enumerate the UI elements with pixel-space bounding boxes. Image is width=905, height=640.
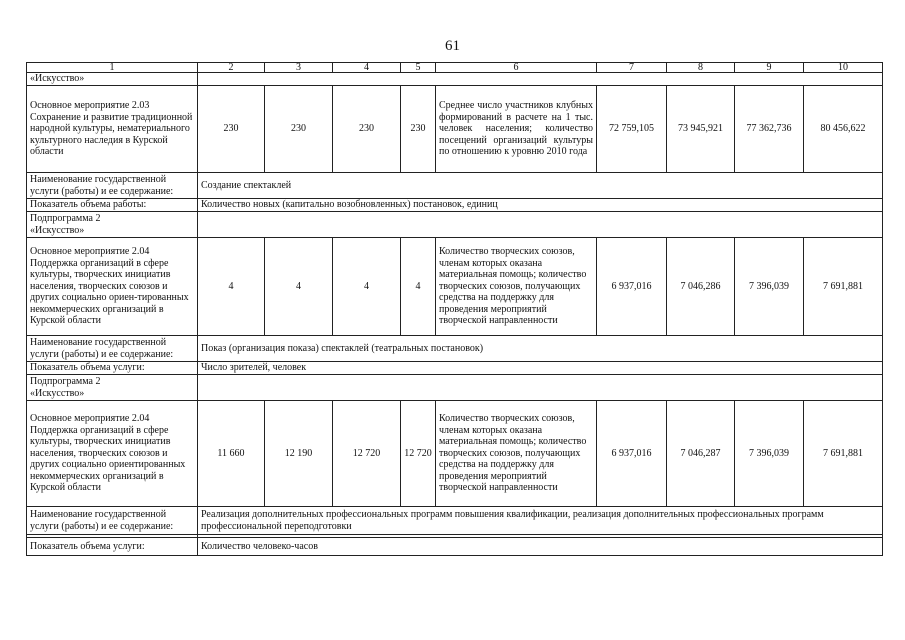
service-row: [27, 336, 883, 362]
service-row: [27, 173, 883, 199]
service-value: Создание спектаклей: [198, 173, 883, 199]
value-cell: 7 046,287: [667, 401, 735, 507]
column-number: 8: [667, 63, 735, 73]
subprogram-title: «Искусство»: [27, 73, 198, 86]
column-number: 3: [265, 63, 333, 73]
program-table: [26, 62, 883, 556]
subprogram-line: Подпрограмма 2: [30, 213, 101, 224]
volume-row: [27, 538, 883, 556]
subprogram-row: [27, 212, 883, 238]
indicator-text: Количество творческих союзов, членам которых оказана материальная помощь; количество творческих союзов, получающих средства на поддержку для проведения мероприятий творческой направленности: [436, 401, 597, 507]
service-row: [27, 507, 883, 535]
volume-label: Показатель объема работы:: [27, 199, 198, 212]
value-cell: 230: [401, 86, 436, 173]
page-number: 61: [445, 38, 460, 54]
value-cell: 4: [265, 238, 333, 336]
column-number: 2: [198, 63, 265, 73]
volume-value: Число зрителей, человек: [198, 362, 883, 375]
column-number: 10: [804, 63, 883, 73]
subprogram-line: «Искусство»: [30, 224, 85, 236]
value-cell: 12 720: [401, 401, 436, 507]
value-cell: 230: [198, 86, 265, 173]
value-cell: 7 396,039: [735, 238, 804, 336]
value-cell: 6 937,016: [597, 238, 667, 336]
volume-row: [27, 199, 883, 212]
subprogram-line: «Искусство»: [30, 387, 85, 399]
activity-name: Основное мероприятие 2.04 Поддержка организаций в сфере культуры, творческих инициатив населения, творческих союзов и других социально ориентированных некоммерческих организаций в Курской области: [27, 401, 198, 507]
value-cell: 4: [198, 238, 265, 336]
subprogram-row: [27, 73, 883, 86]
service-label: Наименование государственной услуги (работы) и ее содержание:: [27, 507, 198, 535]
activity-name: Основное мероприятие 2.03 Сохранение и развитие традиционной народной культуры, нематериального культурного наследия в Курской области: [27, 86, 198, 173]
column-number: 1: [27, 63, 198, 73]
indicator-text: Количество творческих союзов, членам которых оказана материальная помощь; количество творческих союзов, получающих средства на поддержку для проведения мероприятий творческой направленности: [436, 238, 597, 336]
volume-value: Количество новых (капитально возобновленных) постановок, единиц: [198, 199, 883, 212]
service-value: Реализация дополнительных профессиональных программ повышения квалификации, реализация дополнительных профессиональных программ профессиональной переподготовки: [198, 507, 883, 535]
column-number: 7: [597, 63, 667, 73]
activity-row: [27, 401, 883, 507]
volume-row: [27, 362, 883, 375]
column-number: 4: [333, 63, 401, 73]
indicator-text: Среднее число участников клубных формирований в расчете на 1 тыс. человек населения; количество посещений организаций культуры по отношению к уровню 2010 года: [436, 86, 597, 173]
value-cell: 230: [265, 86, 333, 173]
volume-label: Показатель объема услуги:: [27, 538, 198, 556]
value-cell: 80 456,622: [804, 86, 883, 173]
column-number: 5: [401, 63, 436, 73]
value-cell: 11 660: [198, 401, 265, 507]
service-value: Показ (организация показа) спектаклей (театральных постановок): [198, 336, 883, 362]
subprogram-title: [27, 375, 198, 401]
value-cell: 6 937,016: [597, 401, 667, 507]
value-cell: 77 362,736: [735, 86, 804, 173]
activity-row: [27, 238, 883, 336]
activity-name: Основное мероприятие 2.04 Поддержка организаций в сфере культуры, творческих инициатив населения, творческих союзов и других социально ориен-тированных некоммерческих организаций в Курской области: [27, 238, 198, 336]
column-number: 6: [436, 63, 597, 73]
activity-row: [27, 86, 883, 173]
value-cell: 4: [401, 238, 436, 336]
column-number-row: [27, 63, 883, 73]
service-label: Наименование государственной услуги (работы) и ее содержание:: [27, 173, 198, 199]
value-cell: 73 945,921: [667, 86, 735, 173]
subprogram-title: [27, 212, 198, 238]
value-cell: 7 691,881: [804, 401, 883, 507]
value-cell: 230: [333, 86, 401, 173]
value-cell: 7 691,881: [804, 238, 883, 336]
volume-value: Количество человеко-часов: [198, 538, 883, 556]
value-cell: 4: [333, 238, 401, 336]
volume-label: Показатель объема услуги:: [27, 362, 198, 375]
value-cell: 12 720: [333, 401, 401, 507]
column-number: 9: [735, 63, 804, 73]
value-cell: 7 396,039: [735, 401, 804, 507]
value-cell: 72 759,105: [597, 86, 667, 173]
subprogram-line: Подпрограмма 2: [30, 376, 101, 387]
value-cell: 12 190: [265, 401, 333, 507]
subprogram-row: [27, 375, 883, 401]
value-cell: 7 046,286: [667, 238, 735, 336]
service-label: Наименование государственной услуги (работы) и ее содержание:: [27, 336, 198, 362]
